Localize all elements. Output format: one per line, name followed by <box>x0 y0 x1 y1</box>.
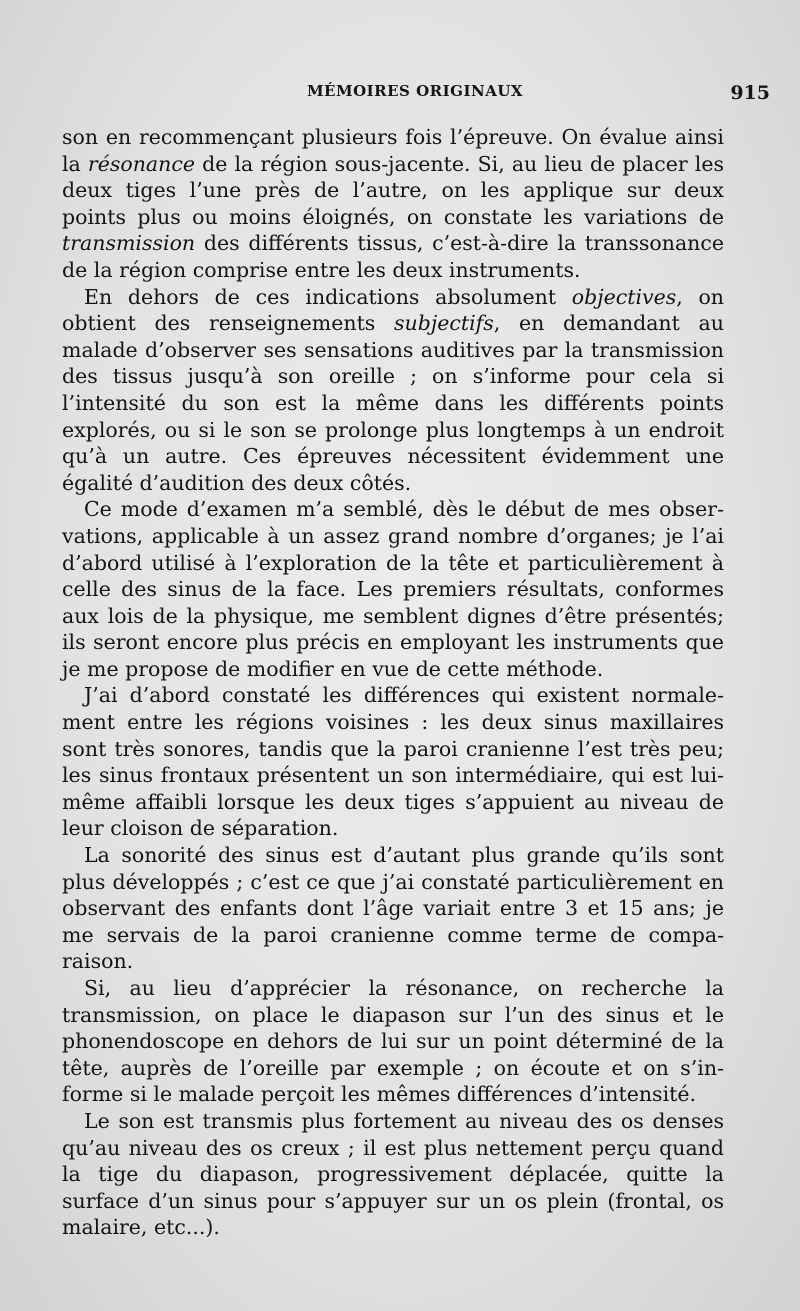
text-run: Le son est transmis plus fortement au niveau des os denses qu’au niveau des os creux ; il est plus nettement perçu quand la tige du diapason, progressivement déplacée, quitte la surface d’un sinus pour s’appuyer sur un os plein (frontal, os malaire, etc...). <box>62 1108 724 1240</box>
text-run: Ce mode d’examen m’a semblé, dès le début de mes observations, applicable à un assez grand nombre d’organes; je l’ai d’abord utilisé à l’exploration de la tête et particulièrement à celle des sinus de la face. Les premiers résultats, conformes aux lois de la physique, me semblent dignes d’être présentés; ils seront encore plus précis en employant les instruments que je me propose de modifier en vue de cette méthode. <box>62 497 724 681</box>
italic-term: transmission <box>62 231 196 256</box>
paragraph <box>62 975 724 1108</box>
text-run: La sonorité des sinus est d’autant plus grande qu’ils sont plus développés ; c’est ce que j’ai constaté particulièrement en observant des enfants dont l’âge variait entre 3 et 15 ans; je me servais de la paroi cranienne comme terme de comparaison. <box>62 843 724 974</box>
italic-term: résonance <box>87 151 195 176</box>
page-number: 915 <box>730 82 770 104</box>
text-run: , en demandant au malade d’observer ses sensations auditives par la transmission des tissus jusqu’à son oreille ; on s’informe pour cela si l’intensité du son est la même dans les différents points explorés, ou si le son se prolonge plus longtemps à un endroit qu’à un autre. Ces épreuves nécessitent évidemment une égalité d’audition des deux côtés. <box>62 311 724 495</box>
italic-term: subjectifs <box>394 311 494 336</box>
paragraph <box>62 124 724 284</box>
text-run: Si, au lieu d’apprécier la résonance, on recherche la transmission, on place le diapason sur l’un des sinus et le phonendoscope en dehors de lui sur un point déterminé de la tête, auprès de l’oreille par exemple ; on écoute et on s’informe si le malade perçoit les mêmes différences d’intensité. <box>62 976 724 1107</box>
paragraph <box>62 284 724 497</box>
text-run: J’ai d’abord constaté les différences qui existent normalement entre les régions voisines : les deux sinus maxillaires sont très sonores, tandis que la paroi cranienne l’est très peu; les sinus frontaux présentent un son intermédiaire, qui est lui-même affaibli lorsque les deux tiges s’appuient au niveau de leur cloison de séparation. <box>62 683 724 841</box>
text-run: , on obtient des renseignements <box>62 284 724 336</box>
text-run: son en recommençant plusieurs fois l’épreuve. On évalue ainsi la <box>62 125 724 176</box>
body-text <box>62 124 724 1241</box>
text-run: En dehors de ces indications absolument <box>84 284 572 309</box>
paragraph <box>62 682 724 842</box>
paragraph <box>62 842 724 975</box>
paragraph <box>62 1108 724 1241</box>
italic-term: objectives <box>571 284 677 309</box>
paragraph <box>62 496 724 682</box>
running-header <box>60 82 770 106</box>
text-run: des différents tissus, c’est-à-dire la transsonance de la région comprise entre les deux instruments. <box>62 231 724 282</box>
text-run: de la région sous-jacente. Si, au lieu de placer les deux tiges l’une près de l’autre, on les applique sur deux points plus ou moins éloignés, on constate les variations de <box>62 151 725 229</box>
running-title: MÉMOIRES ORIGINAUX <box>306 82 524 100</box>
